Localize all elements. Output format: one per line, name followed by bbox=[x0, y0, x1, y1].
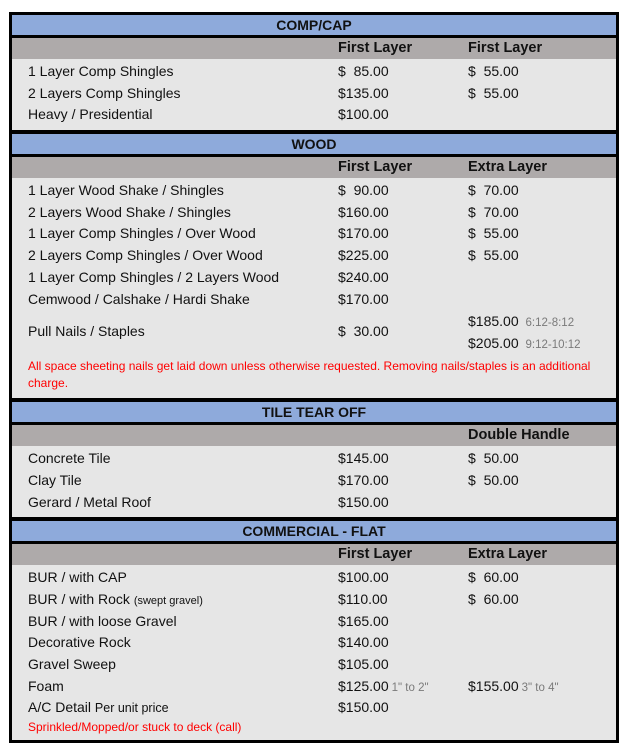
table-row-pull-nails bbox=[12, 310, 616, 354]
pitch-price-line bbox=[468, 332, 581, 354]
column-header-first-layer: First Layer bbox=[338, 159, 413, 176]
section-tile-tear-off bbox=[12, 398, 616, 517]
price-extra: $ 70.00 bbox=[468, 182, 519, 199]
price-first bbox=[338, 567, 389, 589]
price: $105.00 bbox=[338, 656, 389, 672]
item-label: Clay Tile bbox=[28, 471, 82, 488]
column-header-double-handle: Double Handle bbox=[468, 427, 570, 444]
price-extra: $ 55.00 bbox=[468, 247, 519, 264]
table-row bbox=[12, 567, 616, 589]
item-label: 1 Layer Comp Shingles / 2 Layers Wood bbox=[28, 268, 280, 285]
price-first: $ 30.00 bbox=[338, 323, 389, 340]
pitch-price-line bbox=[468, 310, 581, 332]
price-second: $ 55.00 bbox=[468, 63, 519, 79]
item-label: 2 Layers Comp Shingles / Over Wood bbox=[28, 247, 263, 264]
table-row bbox=[12, 589, 616, 611]
table-row bbox=[12, 697, 616, 719]
item-label-main: Gravel Sweep bbox=[28, 656, 116, 672]
price-extra: $ 55.00 bbox=[468, 225, 519, 242]
price-first: $145.00 bbox=[338, 450, 389, 467]
price: $100.00 bbox=[338, 569, 389, 586]
table-row bbox=[12, 202, 616, 224]
price-first bbox=[338, 632, 389, 654]
price-first: $225.00 bbox=[338, 247, 389, 264]
section-comp-cap bbox=[12, 15, 616, 130]
item-label: 2 Layers Comp Shingles bbox=[28, 84, 181, 101]
item-label: 1 Layer Comp Shingles / Over Wood bbox=[28, 225, 256, 242]
column-header-row bbox=[12, 38, 616, 59]
column-header-extra-layer: Extra Layer bbox=[468, 159, 547, 176]
price: $140.00 bbox=[338, 634, 389, 651]
item-label bbox=[28, 589, 203, 613]
column-header-first-layer: First Layer bbox=[338, 546, 413, 563]
price-double-handle: $ 50.00 bbox=[468, 450, 519, 467]
item-label-main: BUR / with CAP bbox=[28, 569, 127, 586]
table-row bbox=[12, 611, 616, 633]
price-first: $170.00 bbox=[338, 290, 389, 307]
price-extra: $ 60.00 bbox=[468, 590, 519, 607]
price-first bbox=[338, 589, 388, 611]
item-label bbox=[28, 611, 177, 633]
price: $165.00 bbox=[338, 612, 389, 629]
item-label: Gerard / Metal Roof bbox=[28, 493, 151, 510]
table-row bbox=[12, 492, 616, 514]
item-label-main: BUR / with Rock bbox=[28, 590, 134, 607]
price-first bbox=[338, 697, 389, 719]
warning-note: Sprinkled/Mopped/or stuck to deck (call) bbox=[28, 720, 242, 735]
price-extra bbox=[468, 676, 559, 700]
pitch-range: 9:12-10:12 bbox=[525, 339, 581, 352]
price-first bbox=[338, 676, 429, 700]
column-header-first-layer: First Layer bbox=[338, 40, 413, 56]
item-label-main: Foam bbox=[28, 677, 64, 694]
item-label: 2 Layers Wood Shake / Shingles bbox=[28, 203, 231, 220]
item-label-sub: (swept gravel) bbox=[133, 594, 203, 607]
section-title: WOOD bbox=[12, 134, 616, 157]
table-row bbox=[12, 245, 616, 267]
price-first: $ 90.00 bbox=[338, 182, 389, 199]
section-title: COMMERCIAL - FLAT bbox=[12, 521, 616, 544]
item-label-main: BUR / with loose Gravel bbox=[28, 612, 177, 629]
section-commercial-flat bbox=[12, 517, 616, 740]
item-label-main: A/C Detail bbox=[28, 699, 95, 716]
price-first: $100.00 bbox=[338, 106, 389, 123]
item-label: Heavy / Presidential bbox=[28, 106, 153, 123]
price-double-handle: $ 50.00 bbox=[468, 471, 519, 488]
table-row bbox=[12, 83, 616, 105]
table-row bbox=[12, 104, 616, 126]
column-header-row bbox=[12, 544, 616, 565]
table-row bbox=[12, 448, 616, 470]
item-label-main: Decorative Rock bbox=[28, 634, 131, 651]
item-label bbox=[28, 567, 127, 591]
table-row bbox=[12, 223, 616, 245]
table-row bbox=[12, 267, 616, 289]
warning-note: All space sheeting nails get laid down unless otherwise requested. Removing nails/staples is an additional charge. bbox=[28, 359, 591, 391]
price-first: $170.00 bbox=[338, 471, 389, 488]
price-first bbox=[338, 654, 389, 676]
table-row bbox=[12, 180, 616, 202]
price-extra: $ 60.00 bbox=[468, 569, 519, 586]
price-first: $160.00 bbox=[338, 203, 389, 220]
item-label bbox=[28, 697, 169, 720]
price-first: $170.00 bbox=[338, 225, 389, 242]
table-row bbox=[12, 654, 616, 676]
section-title: COMP/CAP bbox=[12, 15, 616, 38]
pitch-prices bbox=[468, 310, 581, 354]
pitch-price: $205.00 bbox=[468, 335, 519, 352]
item-label: Cemwood / Calshake / Hardi Shake bbox=[28, 290, 250, 307]
item-label bbox=[28, 654, 116, 676]
column-header-row bbox=[12, 157, 616, 178]
price: $110.00 bbox=[338, 590, 388, 607]
item-label-sub: Per unit price bbox=[94, 701, 169, 716]
item-label: Concrete Tile bbox=[28, 450, 111, 467]
item-label: Pull Nails / Staples bbox=[28, 323, 145, 340]
pitch-range: 6:12-8:12 bbox=[525, 317, 575, 330]
table-row bbox=[12, 470, 616, 492]
column-header-second: First Layer bbox=[468, 40, 543, 56]
item-label: 1 Layer Comp Shingles bbox=[28, 63, 174, 79]
price: $155.00 bbox=[468, 677, 519, 694]
item-label bbox=[28, 676, 64, 698]
thickness-note: 3" to 4" bbox=[521, 681, 559, 694]
table-row bbox=[12, 632, 616, 654]
column-header-extra-layer: Extra Layer bbox=[468, 546, 547, 563]
item-label: 1 Layer Wood Shake / Shingles bbox=[28, 182, 224, 199]
price: $150.00 bbox=[338, 699, 389, 716]
column-header-row bbox=[12, 425, 616, 446]
price-first: $135.00 bbox=[338, 84, 389, 101]
price-first: $ 85.00 bbox=[338, 63, 389, 79]
price-second: $ 55.00 bbox=[468, 84, 519, 101]
price-first bbox=[338, 611, 389, 633]
price: $125.00 bbox=[338, 677, 389, 694]
table-row bbox=[12, 289, 616, 311]
table-row bbox=[12, 676, 616, 698]
price-first: $240.00 bbox=[338, 268, 389, 285]
pitch-price: $185.00 bbox=[468, 313, 519, 330]
price-first: $150.00 bbox=[338, 493, 389, 510]
price-extra: $ 70.00 bbox=[468, 203, 519, 220]
pricing-table bbox=[9, 12, 619, 743]
section-title: TILE TEAR OFF bbox=[12, 402, 616, 425]
thickness-note: 1" to 2" bbox=[391, 681, 429, 694]
table-row bbox=[12, 61, 616, 83]
item-label bbox=[28, 632, 131, 654]
section-wood bbox=[12, 130, 616, 398]
